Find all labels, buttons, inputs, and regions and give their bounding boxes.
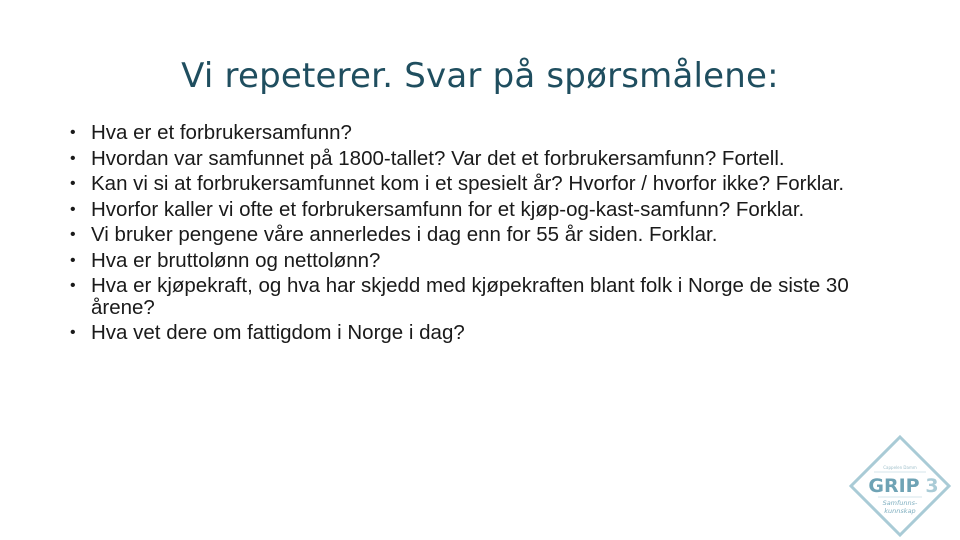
slide-title: Vi repeterer. Svar på spørsmålene: [181, 56, 779, 96]
bullet-icon: • [70, 124, 76, 141]
list-item-text: Hvorfor kaller vi ofte et forbrukersamfunn for et kjøp-og-kast-samfunn? Forklar. [91, 197, 805, 221]
logo-subtitle-line1: Samfunns- [882, 499, 918, 507]
list-item [70, 199, 900, 221]
bullet-icon: • [70, 251, 76, 269]
bullet-icon: • [70, 149, 76, 167]
bullet-icon: • [70, 277, 76, 294]
list-item-text: Vi bruker pengene våre annerledes i dag enn for 55 år siden. Forklar. [91, 223, 718, 246]
list-item-text: Kan vi si at forbrukersamfunnet kom i et spesielt år? Hvorfor / hvorfor ikke? Forklar. [91, 172, 845, 195]
logo-brand-text: GRIP [868, 475, 920, 497]
logo-number-text: 3 [925, 475, 939, 497]
bullet-icon: • [70, 324, 76, 341]
list-item [70, 148, 900, 170]
list-item [70, 224, 900, 246]
grip-3-logo [848, 434, 952, 538]
list-item [70, 122, 900, 144]
list-item-text: Hva er et forbrukersamfunn? [91, 121, 352, 144]
list-item-text: Hva vet dere om fattigdom i Norge i dag? [91, 321, 465, 344]
bullet-icon: • [70, 200, 76, 218]
bullet-icon: • [70, 175, 76, 192]
list-item [70, 275, 900, 318]
logo-subtitle-line2: kunnskap [884, 507, 916, 515]
list-item [70, 322, 900, 344]
logo-small-text: Cappelen Damm [883, 465, 917, 470]
list-item-text: Hvordan var samfunnet på 1800-tallet? Var det et forbrukersamfunn? Fortell. [91, 146, 785, 170]
question-list [70, 122, 900, 348]
list-item-text: Hva er bruttolønn og nettolønn? [91, 248, 381, 272]
list-item [70, 173, 900, 195]
list-item-text: Hva er kjøpekraft, og hva har skjedd med kjøpekraften blant folk i Norge de siste 30 årene? [91, 274, 849, 319]
list-item [70, 250, 900, 272]
bullet-icon: • [70, 226, 76, 243]
